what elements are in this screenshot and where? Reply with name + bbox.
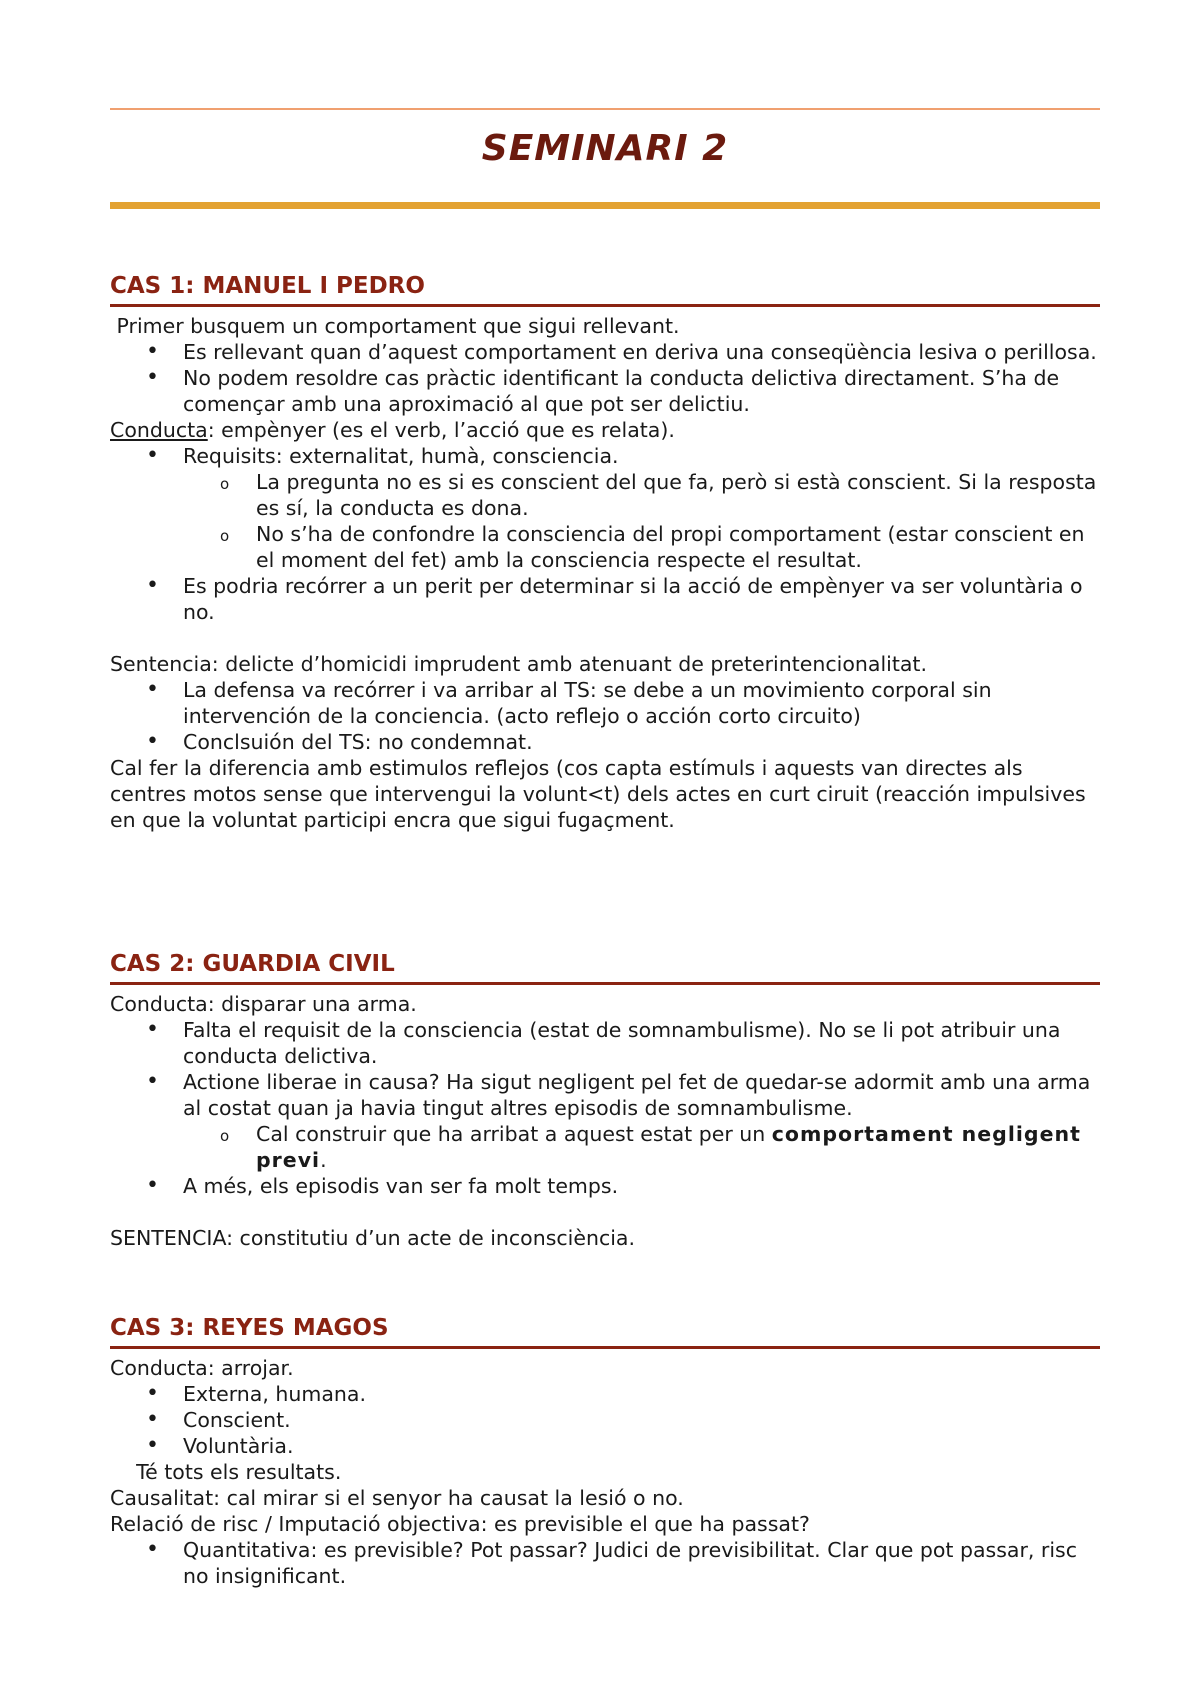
list-item: • Conclsuión del TS: no condemnat. xyxy=(110,729,1100,755)
case-2-heading: CAS 2: GUARDIA CIVIL xyxy=(110,948,1100,985)
list-item: • A més, els episodis van ser fa molt temps. xyxy=(110,1173,1100,1199)
sub-list-item xyxy=(110,1121,1100,1173)
list-item: • Es podria recórrer a un perit per determinar si la acció de empènyer va ser voluntària o no. xyxy=(110,573,1100,625)
case-2-sentencia: SENTENCIA: constitutiu d’un acte de inconsciència. xyxy=(110,1226,636,1250)
sub-text-end: . xyxy=(320,1148,327,1172)
list-item xyxy=(110,1069,1100,1173)
title-divider xyxy=(110,202,1100,209)
list-item: • Falta el requisit de la consciencia (estat de somnambulisme). No se li pot atribuir una conducta delictiva. xyxy=(110,1017,1100,1069)
list-item: • Es rellevant quan d’aquest comportament en deriva una conseqüència lesiva o perillosa. xyxy=(110,339,1100,365)
sub-list-item: o La pregunta no es si es conscient del que fa, però si està conscient. Si la resposta es sí, la conducta es dona. xyxy=(110,469,1100,521)
case-3-heading: CAS 3: REYES MAGOS xyxy=(110,1312,1100,1349)
case-3-section xyxy=(110,1312,1100,1589)
conducta-label: Conducta xyxy=(110,418,208,442)
list-item: • Conscient. xyxy=(110,1407,1100,1433)
case-3-conducta: Conducta: arrojar. xyxy=(110,1356,294,1380)
case-1-heading: CAS 1: MANUEL I PEDRO xyxy=(110,270,1100,307)
top-divider xyxy=(110,108,1100,110)
bold-phrase: comportament negligent previ xyxy=(256,1122,1081,1172)
list-item: • La defensa va recórrer i va arribar al TS: se debe a un movimiento corporal sin intervención de la conciencia. (acto reflejo o acción corto circuito) xyxy=(110,677,1100,729)
list-item: • Voluntària. xyxy=(110,1433,1100,1459)
list-item: • Quantitativa: es previsible? Pot passar? Judici de previsibilitat. Clar que pot passar, risc no insignificant. xyxy=(110,1537,1100,1589)
sub-list-item: o No s’ha de confondre la consciencia del propi comportament (estar conscient en el moment del fet) amb la consciencia respecte el resultat. xyxy=(110,521,1100,573)
document-title: SEMINARI 2 xyxy=(481,128,729,169)
case-1-final-paragraph: Cal fer la diferencia amb estimulos reflejos (cos capta estímuls i aquests van directes als centres motos sense que intervengui la volunt<t) dels actes en curt ciruit (reacción impulsives en que la voluntat participi encra que sigui fugaçment. xyxy=(110,756,1086,832)
actione-text: Actione liberae in causa? Ha sigut negligent pel fet de quedar-se adormit amb una arma al costat quan ja havia tingut altres episodis de somnambulisme. xyxy=(183,1070,1091,1120)
list-item: • No podem resoldre cas pràctic identificant la conducta delictiva directament. S’ha de començar amb una aproximació al que pot ser delictiu. xyxy=(110,365,1100,417)
requisits-text: Requisits: externalitat, humà, consciencia. xyxy=(183,444,619,468)
case-3-relacio: Relació de risc / Imputació objectiva: es previsible el que ha passat? xyxy=(110,1512,810,1536)
case-3-causalitat: Causalitat: cal mirar si el senyor ha causat la lesió o no. xyxy=(110,1486,684,1510)
sub-text: Cal construir que ha arribat a aquest estat per un xyxy=(256,1122,772,1146)
conducta-text: : empènyer (es el verb, l’acció que es relata). xyxy=(207,418,675,442)
case-1-section xyxy=(110,270,1100,833)
case-1-conducta xyxy=(110,417,1100,443)
case-1-sentencia: Sentencia: delicte d’homicidi imprudent amb atenuant de preterintencionalitat. xyxy=(110,652,927,676)
case-2-section xyxy=(110,948,1100,1251)
case-2-conducta: Conducta: disparar una arma. xyxy=(110,992,417,1016)
case-3-resultats: Té tots els resultats. xyxy=(110,1460,342,1484)
list-item: • Externa, humana. xyxy=(110,1381,1100,1407)
case-1-intro: Primer busquem un comportament que sigui rellevant. xyxy=(110,314,680,338)
list-item xyxy=(110,443,1100,573)
